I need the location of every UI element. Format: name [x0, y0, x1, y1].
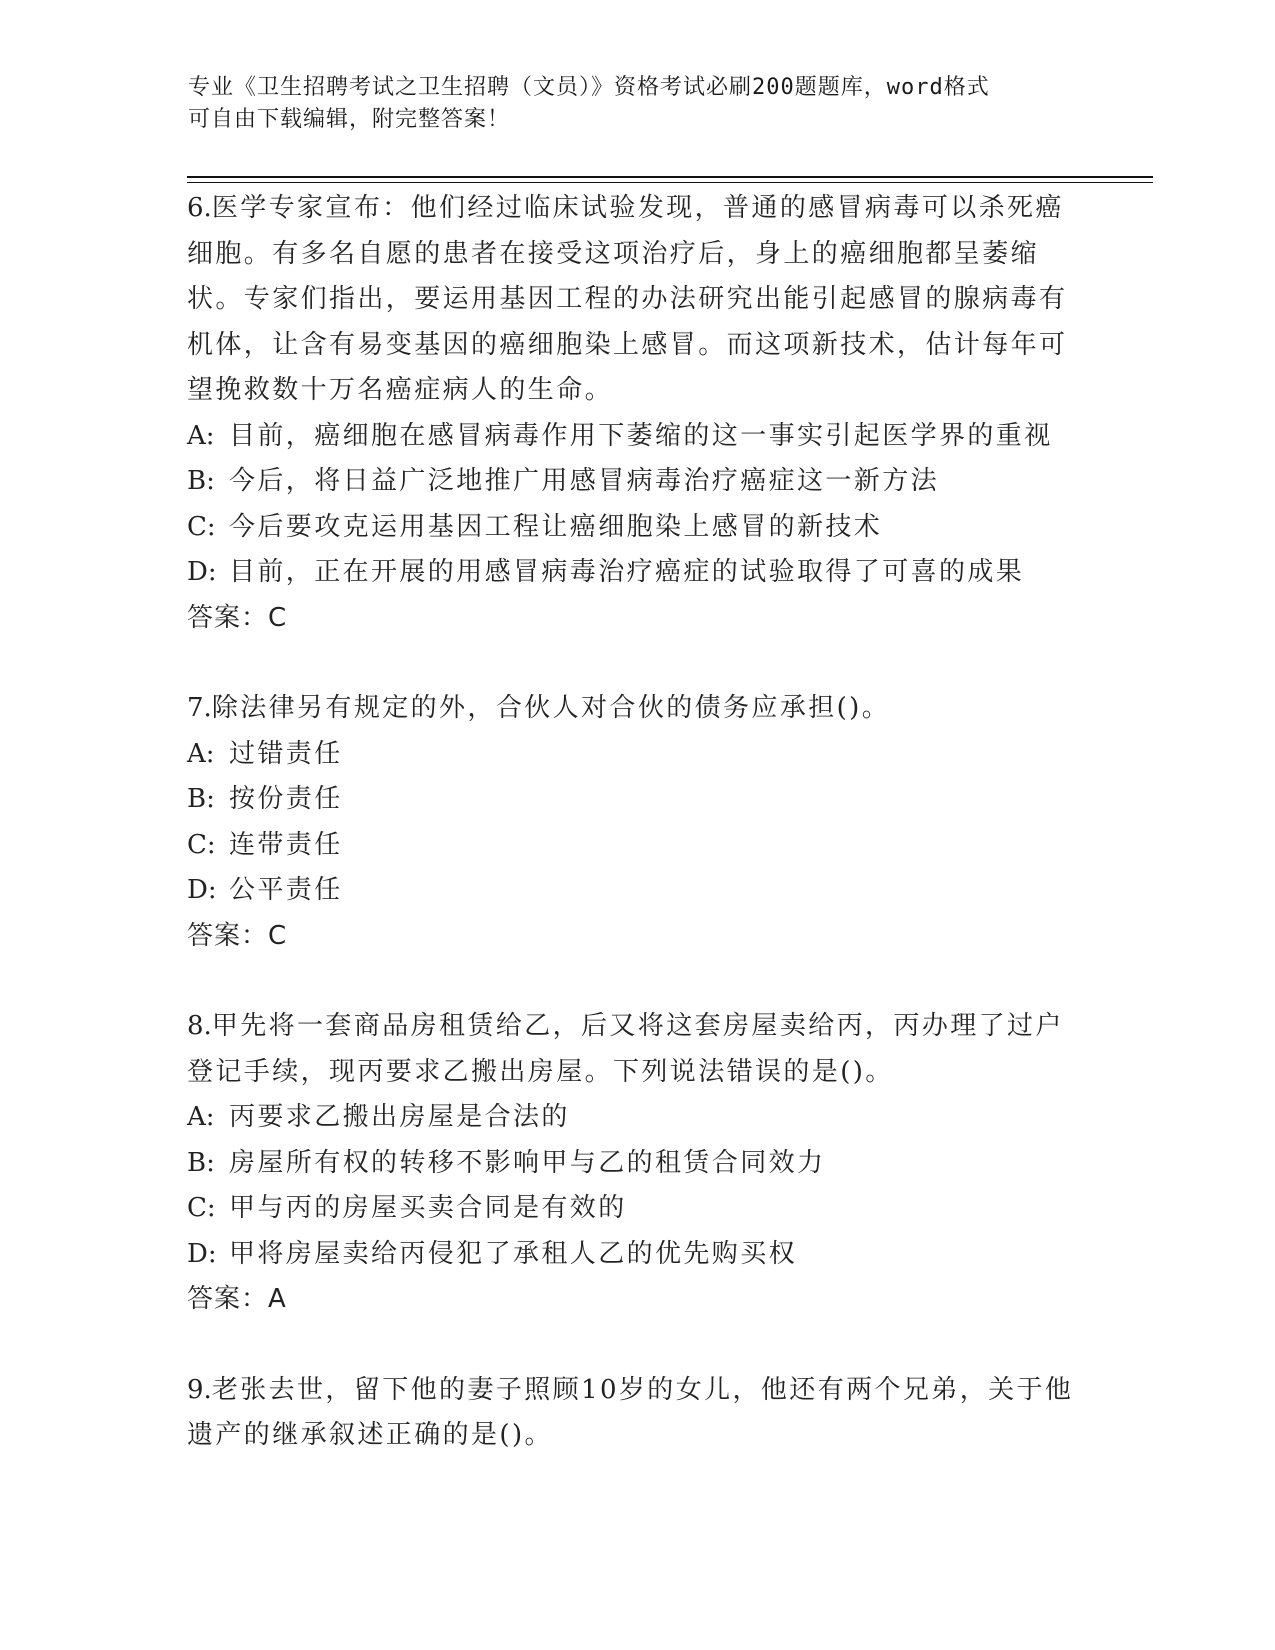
header-line-1: 专业《卫生招聘考试之卫生招聘（文员）》资格考试必刷200题题库，word格式 [188, 75, 990, 100]
answer-option [187, 1186, 1087, 1232]
answer-option [187, 1232, 1087, 1278]
option-letter: A: [187, 1102, 215, 1132]
option-letter: A: [187, 420, 215, 451]
option-letter: B: [187, 1147, 215, 1178]
question-stem [187, 686, 1087, 732]
answer-option [187, 777, 1087, 823]
question-number: 6. [187, 193, 212, 223]
option-text: 公平责任 [229, 875, 343, 905]
option-text: 过错责任 [229, 738, 343, 769]
answer-label: 答案： [187, 602, 269, 633]
question-item [187, 186, 1087, 641]
question-list [187, 186, 1087, 1459]
question-stem [187, 1368, 1087, 1459]
option-text: 甲与丙的房屋买卖合同是有效的 [229, 1193, 627, 1223]
option-letter: C: [187, 829, 216, 860]
answer-option [187, 505, 1087, 551]
option-text: 按份责任 [229, 784, 343, 814]
question-stem [187, 1004, 1087, 1095]
option-letter: C: [187, 1193, 216, 1223]
answer-option [187, 1141, 1087, 1187]
question-item [187, 1004, 1087, 1323]
answer-option [187, 1095, 1087, 1141]
header-line-2: 可自由下载编辑，附完整答案！ [188, 107, 511, 132]
question-text: 除法律另有规定的外，合伙人对合伙的债务应承担()。 [211, 693, 891, 723]
option-letter: A: [187, 738, 215, 769]
option-text: 目前，癌细胞在感冒病毒作用下萎缩的这一事实引起医学界的重视 [229, 420, 1053, 451]
question-item [187, 686, 1087, 959]
answer-option [187, 550, 1087, 596]
answer-option [187, 732, 1087, 778]
answer-option [187, 459, 1087, 505]
question-number: 7. [187, 693, 212, 723]
answer-option [187, 823, 1087, 869]
answer-value: C [268, 920, 288, 951]
answer-line [187, 1277, 1087, 1323]
header-divider-thin [187, 182, 1153, 183]
option-text: 今后要攻克运用基因工程让癌细胞染上感冒的新技术 [229, 511, 883, 542]
option-text: 丙要求乙搬出房屋是合法的 [229, 1102, 570, 1132]
question-stem [187, 186, 1087, 414]
page-header [188, 72, 1068, 136]
option-letter: B: [187, 784, 215, 814]
question-item [187, 1368, 1087, 1459]
option-letter: D: [187, 1238, 217, 1269]
answer-line [187, 914, 1087, 960]
question-text: 甲先将一套商品房租赁给乙，后又将这套房屋卖给丙，丙办理了过户登记手续，现丙要求乙搬出房屋。下列说法错误的是()。 [187, 1011, 1064, 1087]
question-text: 医学专家宣布：他们经过临床试验发现，普通的感冒病毒可以杀死癌细胞。有多名自愿的患者在接受这项治疗后，身上的癌细胞都呈萎缩状。专家们指出，要运用基因工程的办法研究出能引起感冒的腺病毒有机体，让含有易变基因的癌细胞染上感冒。而这项新技术，估计每年可望挽救数十万名癌症病人的生命。 [187, 193, 1068, 405]
option-letter: B: [187, 466, 215, 496]
answer-option [187, 414, 1087, 460]
question-number: 8. [187, 1011, 212, 1041]
option-letter: C: [187, 511, 216, 542]
answer-value: C [268, 602, 288, 633]
option-text: 目前，正在开展的用感冒病毒治疗癌症的试验取得了可喜的成果 [229, 557, 1025, 587]
answer-option [187, 868, 1087, 914]
answer-label: 答案： [187, 920, 269, 951]
option-text: 连带责任 [229, 829, 343, 860]
answer-line [187, 596, 1087, 642]
option-text: 甲将房屋卖给丙侵犯了承租人乙的优先购买权 [229, 1238, 798, 1269]
answer-value: A [268, 1284, 287, 1314]
question-text: 老张去世，留下他的妻子照顾10岁的女儿，他还有两个兄弟，关于他遗产的继承叙述正确的是()。 [187, 1374, 1074, 1450]
answer-label: 答案： [187, 1284, 269, 1314]
option-text: 今后，将日益广泛地推广用感冒病毒治疗癌症这一新方法 [229, 466, 940, 496]
option-letter: D: [187, 557, 217, 587]
question-number: 9. [187, 1374, 212, 1405]
header-divider-thick [187, 176, 1153, 178]
option-text: 房屋所有权的转移不影响甲与乙的租赁合同效力 [229, 1147, 826, 1178]
option-letter: D: [187, 875, 217, 905]
